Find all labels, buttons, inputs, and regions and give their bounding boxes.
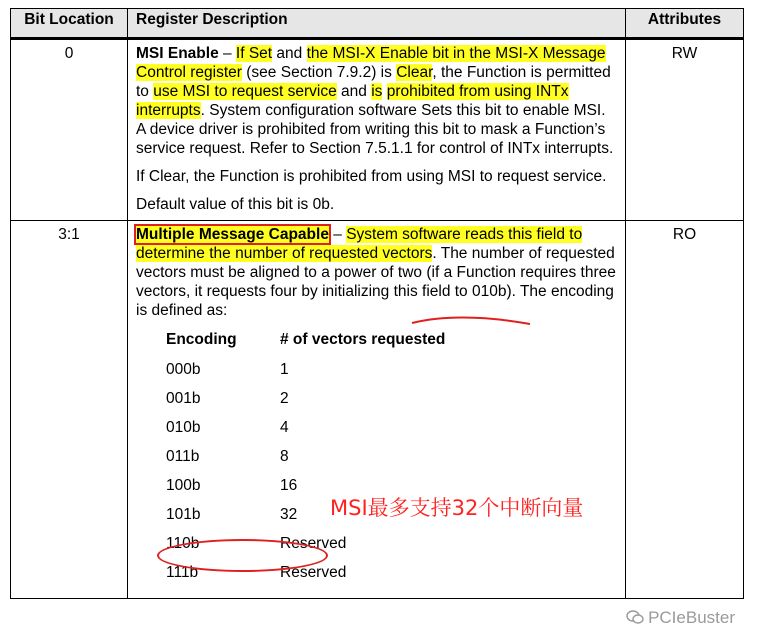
watermark xyxy=(626,608,735,630)
field-name-boxed: Multiple Message Capable xyxy=(136,226,329,243)
encoding-value: 000b xyxy=(166,361,201,378)
header-attributes: Attributes xyxy=(626,9,744,39)
description-paragraph xyxy=(136,225,617,320)
text-run: (see Section 7.9.2) is xyxy=(241,64,397,81)
highlighted-text: prohibited from using INTx interrupts xyxy=(136,83,569,119)
red-circle-annotation xyxy=(157,539,328,572)
highlighted-text: If Set xyxy=(235,45,273,62)
watermark-text: PCIeBuster xyxy=(648,608,735,627)
text-run: and xyxy=(336,83,372,100)
attribute-cell: RO xyxy=(626,221,744,599)
vectors-value: 8 xyxy=(280,448,289,465)
vectors-value: 4 xyxy=(280,419,289,436)
header-register-description: Register Description xyxy=(128,9,626,39)
encoding-value: 010b xyxy=(166,419,201,436)
header-bit-location: Bit Location xyxy=(11,9,128,39)
highlighted-text: the MSI-X Enable bit in the MSI-X Message Control register xyxy=(136,45,606,81)
highlighted-text: Clear xyxy=(396,64,433,81)
text-run: – xyxy=(328,226,347,243)
vectors-value: Reserved xyxy=(280,564,347,581)
field-name: MSI Enable xyxy=(136,45,219,62)
highlighted-text: use MSI to request service xyxy=(153,83,337,100)
encoding-value: 111b xyxy=(166,564,199,581)
encoding-value: 110b xyxy=(166,535,200,552)
description-paragraph xyxy=(136,44,617,158)
vectors-value: 32 xyxy=(280,506,298,523)
encoding-row xyxy=(166,418,445,447)
description-paragraph-2: If Clear, the Function is prohibited from using MSI to request service. xyxy=(136,168,607,185)
encoding-value: 100b xyxy=(166,477,201,494)
highlighted-text: is xyxy=(371,83,383,100)
encoding-header-row xyxy=(166,330,445,360)
encoding-value: 101b xyxy=(166,506,201,523)
text-run: . System configuration software Sets this bit to enable MSI. A device driver is prohibited from writing this bit to mask a Function’s service request. Refer to Section 7.5.1.1 for control of INTx interrupts. xyxy=(136,102,614,157)
vectors-value: 1 xyxy=(280,361,289,378)
text-run: – xyxy=(218,45,236,62)
encoding-header: Encoding xyxy=(166,331,237,348)
highlighted-text: System software reads this field to determine the number of requested vectors xyxy=(136,226,583,262)
red-underline-annotation xyxy=(410,314,534,328)
table-row-msi-enable xyxy=(11,39,744,221)
description-cell xyxy=(128,39,626,221)
bit-location-cell: 3:1 xyxy=(11,221,128,599)
vectors-value: 2 xyxy=(280,390,289,407)
wechat-icon xyxy=(626,610,644,630)
text-run: . The number of requested vectors must be aligned to a power of two (if a Function requires three vectors, it requests four by initializing this field to 010b). The encoding is defined as: xyxy=(136,245,616,319)
text-run: and xyxy=(272,45,307,62)
vectors-value: 16 xyxy=(280,477,298,494)
encoding-row xyxy=(166,447,445,476)
encoding-row xyxy=(166,360,445,389)
table-row-multiple-message-capable xyxy=(11,221,744,599)
bit-location-cell: 0 xyxy=(11,39,128,221)
attribute-cell: RW xyxy=(626,39,744,221)
annotation-text: MSI最多支持32个中断向量 xyxy=(330,496,584,520)
encoding-value: 011b xyxy=(166,448,200,465)
vectors-header: # of vectors requested xyxy=(280,331,446,348)
text-run: , the Function is permitted to xyxy=(136,64,611,100)
default-value-text: Default value of this bit is 0b. xyxy=(136,196,335,213)
encoding-row xyxy=(166,389,445,418)
encoding-value: 001b xyxy=(166,390,201,407)
vectors-value: Reserved xyxy=(280,535,347,552)
